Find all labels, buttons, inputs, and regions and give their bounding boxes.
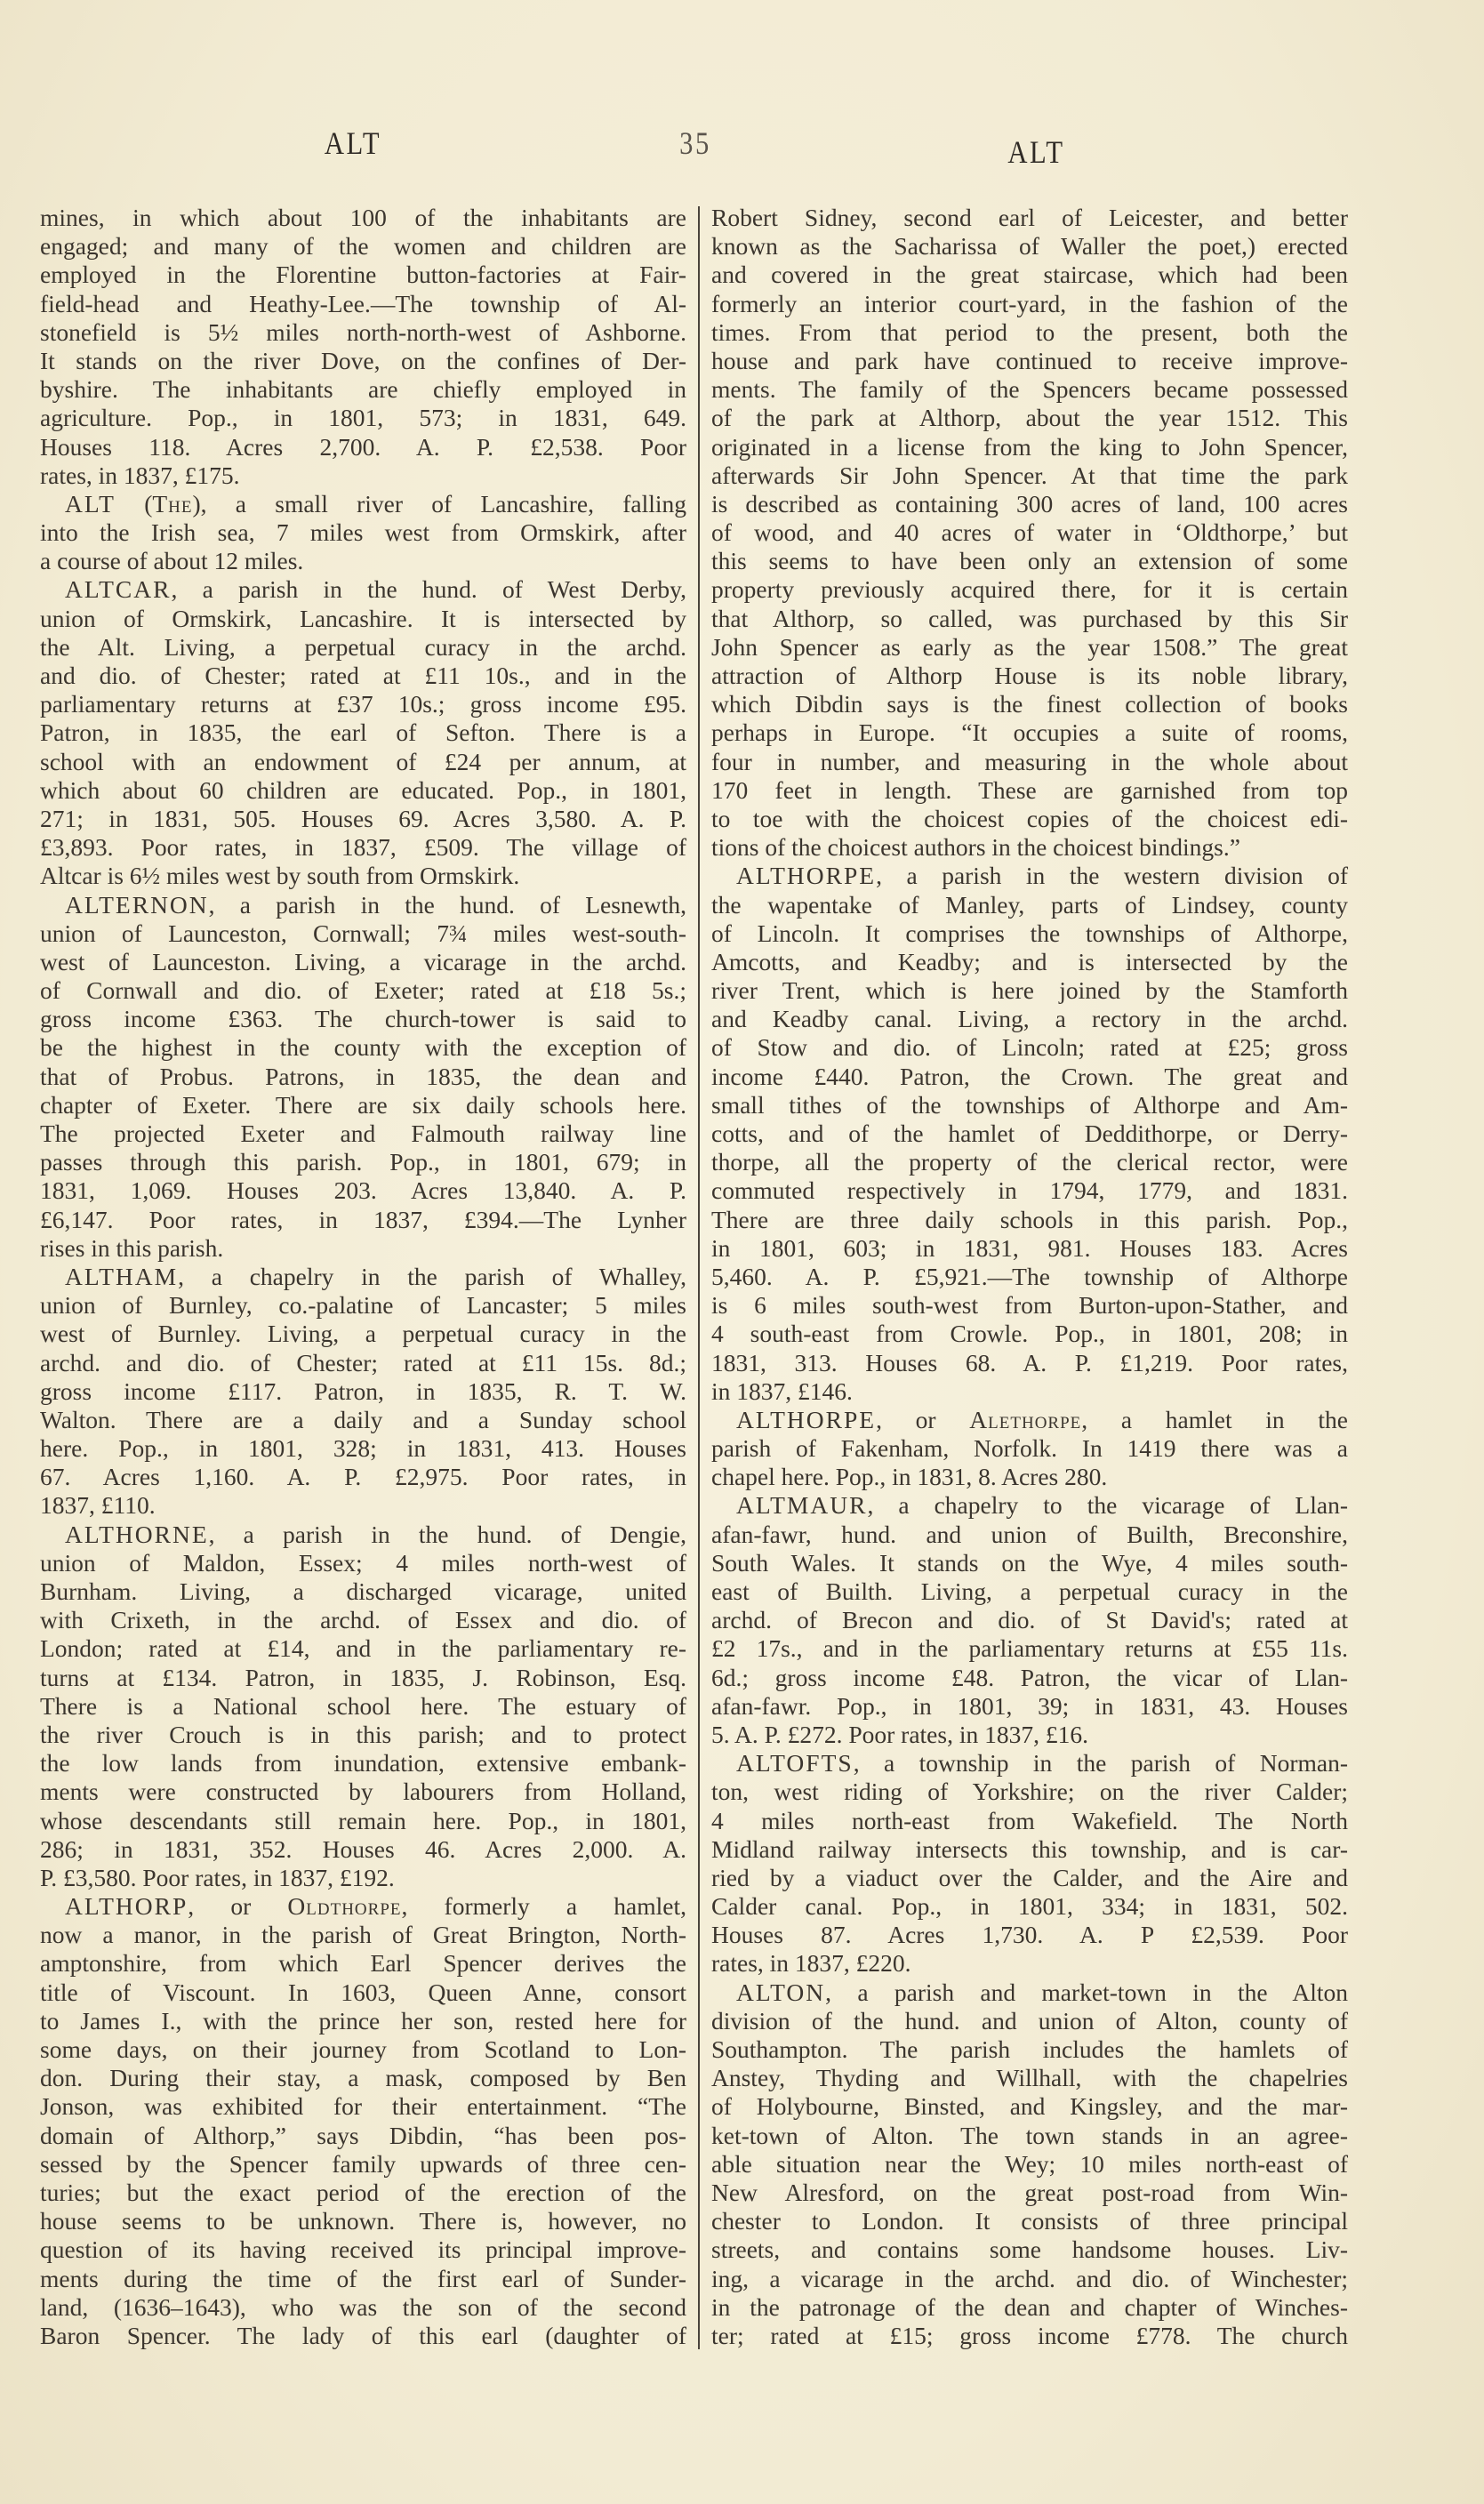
- text-line: £3,893. Poor rates, in 1837, £509. The village of: [40, 833, 686, 862]
- text-line: Jonson, was exhibited for their entertainment. “The: [40, 2092, 686, 2121]
- text-line: 170 feet in length. These are garnished from top: [711, 775, 1348, 804]
- entry-headword: ALTHORNE: [65, 1520, 209, 1548]
- text-line: and covered in the great staircase, which had been: [711, 261, 1348, 289]
- entry-text: a course of about 12 miles.: [40, 547, 304, 575]
- text-line: chapter of Exeter. There are six daily schools here.: [40, 1090, 686, 1119]
- entry-text: tions of the choicest authors in the choicest bindings.”: [711, 833, 1240, 862]
- text-line: the low lands from inundation, extensive embank-: [40, 1749, 686, 1778]
- text-line: ried by a viaduct over the Calder, and the Aire and: [711, 1863, 1348, 1891]
- entry-alt-name: The: [152, 489, 193, 518]
- text-line: [711, 1377, 1348, 1406]
- entry-text: , a township in the parish of Norman-: [853, 1749, 1348, 1778]
- text-line: the Alt. Living, a perpetual curacy in the archd.: [40, 632, 686, 661]
- text-line: field-head and Heathy-Lee.—The township of Al-: [40, 289, 686, 317]
- text-line: parliamentary returns at £37 10s.; gross income £95.: [40, 690, 686, 718]
- entry-text: rates, in 1837, £220.: [711, 1949, 911, 1978]
- text-line: times. From that period to the present, both the: [711, 317, 1348, 346]
- text-line: ket-town of Alton. The town stands in an agree-: [711, 2121, 1348, 2149]
- text-line: house seems to be unknown. There is, however, no: [40, 2207, 686, 2235]
- entry-text: (: [115, 489, 153, 518]
- entry-text: , a parish in the hund. of Dengie,: [208, 1520, 686, 1548]
- entry-headword: ALTHAM: [65, 1262, 179, 1290]
- entry-text: 1837, £110.: [40, 1491, 156, 1520]
- text-line: ments during the time of the first earl of Sunder-: [40, 2264, 686, 2292]
- text-line: [40, 1521, 686, 1549]
- text-line: stonefield is 5½ miles north-north-west of Ashborne.: [40, 317, 686, 346]
- text-line: turns at £134. Patron, in 1835, J. Robinson, Esq.: [40, 1663, 686, 1691]
- text-line: some days, on their journey from Scotland to Lon-: [40, 2035, 686, 2063]
- text-line: 271; in 1831, 505. Houses 69. Acres 3,580. A. P.: [40, 804, 686, 832]
- entry-text: rises in this parish.: [40, 1233, 224, 1262]
- text-line: to James I., with the prince her son, rested here for: [40, 2006, 686, 2034]
- text-line: 1831, 313. Houses 68. A. P. £1,219. Poor rates,: [711, 1348, 1348, 1376]
- text-line: the wapentake of Manley, parts of Lindsey, county: [711, 890, 1348, 919]
- entry-alt-name: Oldthorpe: [287, 1892, 402, 1921]
- text-line: attraction of Althorp House is its noble library,: [711, 662, 1348, 689]
- text-line: [40, 1263, 686, 1291]
- text-line: ter; rated at £15; gross income £778. The church: [711, 2321, 1348, 2349]
- text-column-left: [40, 204, 686, 2350]
- text-line: house and park have continued to receive improve-: [711, 346, 1348, 374]
- entry-text: rates, in 1837, £175.: [40, 461, 240, 489]
- text-line: It stands on the river Dove, on the confines of Der-: [40, 346, 686, 374]
- text-line: New Alresford, on the great post-road from Win-: [711, 2178, 1348, 2206]
- text-line: [40, 1491, 686, 1520]
- text-line: of the park at Althorp, about the year 1512. This: [711, 404, 1348, 432]
- text-line: of Cornwall and dio. of Exeter; rated at £18 5s.;: [40, 976, 686, 1005]
- text-line: into the Irish sea, 7 miles west from Ormskirk, after: [40, 518, 686, 547]
- entry-headword: ALT: [65, 489, 116, 518]
- text-line: here. Pop., in 1801, 328; in 1831, 413. Houses: [40, 1434, 686, 1463]
- text-line: engaged; and many of the women and children are: [40, 232, 686, 261]
- text-line: formerly an interior court-yard, in the fashion of the: [711, 289, 1348, 317]
- text-line: ton, west riding of Yorkshire; on the river Calder;: [711, 1778, 1348, 1806]
- text-line: [40, 547, 686, 575]
- text-line: [40, 862, 686, 890]
- text-line: London; rated at £14, and in the parliamentary re-: [40, 1634, 686, 1663]
- entry-headword: ALTMAUR: [736, 1491, 868, 1520]
- text-line: in the patronage of the dean and chapter of Winches-: [711, 2292, 1348, 2321]
- text-line: the river Crouch is in this parish; and to protect: [40, 1720, 686, 1748]
- entry-text: , a chapelry in the parish of Whalley,: [178, 1262, 686, 1290]
- text-line: now a manor, in the parish of Great Brington, North-: [40, 1921, 686, 1949]
- text-line: afterwards Sir John Spencer. At that time the park: [711, 461, 1348, 489]
- text-line: Burnham. Living, a discharged vicarage, united: [40, 1577, 686, 1605]
- text-line: river Trent, which is here joined by the Stamforth: [711, 976, 1348, 1005]
- text-line: [40, 1234, 686, 1263]
- text-line: division of the hund. and union of Alton, county of: [711, 2006, 1348, 2034]
- text-line: [40, 575, 686, 604]
- text-line: domain of Althorp,” says Dibdin, “has been pos-: [40, 2121, 686, 2149]
- text-line: east of Builth. Living, a perpetual curacy in the: [711, 1577, 1348, 1605]
- text-line: is 6 miles south-west from Burton-upon-Stather, and: [711, 1291, 1348, 1320]
- text-line: afan-fawr, hund. and union of Builth, Breconshire,: [711, 1520, 1348, 1548]
- text-line: this seems to have been only an extension of some: [711, 547, 1348, 575]
- text-line: [40, 1892, 686, 1921]
- entry-text: in 1837, £146.: [711, 1376, 853, 1405]
- entry-headword: ALTOFTS: [736, 1749, 854, 1778]
- text-line: 4 miles north-east from Wakefield. The North: [711, 1806, 1348, 1834]
- text-column-right: [711, 204, 1348, 2350]
- entry-text: , a parish in the hund. of Lesnewth,: [208, 890, 686, 919]
- text-line: afan-fawr. Pop., in 1801, 39; in 1831, 43. Houses: [711, 1691, 1348, 1720]
- text-line: of Stow and dio. of Lincoln; rated at £25; gross: [711, 1033, 1348, 1062]
- text-line: known as the Sacharissa of Waller the poet,) erected: [711, 232, 1348, 261]
- text-line: gross income £363. The church-tower is said to: [40, 1005, 686, 1033]
- text-line: [711, 1406, 1348, 1434]
- text-line: 286; in 1831, 352. Houses 46. Acres 2,000. A.: [40, 1834, 686, 1863]
- text-line: Robert Sidney, second earl of Leicester, and better: [711, 204, 1348, 231]
- entry-headword: ALTHORPE: [736, 862, 877, 890]
- text-line: archd. and dio. of Chester; rated at £11 15s. 8d.;: [40, 1348, 686, 1376]
- text-line: agriculture. Pop., in 1801, 573; in 1831, 649.: [40, 404, 686, 432]
- entry-headword: ALTON: [736, 1978, 826, 2006]
- text-line: which about 60 children are educated. Pop., in 1801,: [40, 775, 686, 804]
- text-line: union of Launceston, Cornwall; 7¾ miles west-south-: [40, 919, 686, 947]
- text-line: The projected Exeter and Falmouth railway line: [40, 1120, 686, 1147]
- text-line: of Lincoln. It comprises the townships of Althorpe,: [711, 919, 1348, 947]
- text-line: thorpe, all the property of the clerical rector, were: [711, 1148, 1348, 1176]
- text-line: gross income £117. Patron, in 1835, R. T. W.: [40, 1376, 686, 1405]
- text-line: [711, 1491, 1348, 1520]
- entry-text: chapel here. Pop., in 1831, 8. Acres 280.: [711, 1463, 1108, 1491]
- text-line: [711, 1949, 1348, 1978]
- text-line: ing, a vicarage in the archd. and dio. of Winchester;: [711, 2264, 1348, 2292]
- text-line: [40, 891, 686, 919]
- text-line: [40, 1864, 686, 1892]
- text-line: chester to London. It consists of three principal: [711, 2207, 1348, 2235]
- text-line: income £440. Patron, the Crown. The great and: [711, 1062, 1348, 1090]
- text-line: John Spencer as early as the year 1508.” The great: [711, 632, 1348, 661]
- text-line: be the highest in the county with the exception of: [40, 1033, 686, 1062]
- text-line: [40, 490, 686, 518]
- text-line: £2 17s., and in the parliamentary returns at £55 11s.: [711, 1634, 1348, 1663]
- text-line: west of Launceston. Living, a vicarage in the archd.: [40, 947, 686, 975]
- text-line: byshire. The inhabitants are chiefly employed in: [40, 375, 686, 404]
- entry-text: 5. A. P. £272. Poor rates, in 1837, £16.: [711, 1720, 1088, 1748]
- text-line: ments were constructed by labourers from Holland,: [40, 1778, 686, 1806]
- text-line: and dio. of Chester; rated at £11 10s., and in the: [40, 662, 686, 689]
- text-line: streets, and contains some handsome houses. Liv-: [711, 2235, 1348, 2264]
- entry-headword: ALTHORPE: [736, 1405, 877, 1433]
- text-line: four in number, and measuring in the whole about: [711, 747, 1348, 775]
- text-line: union of Ormskirk, Lancashire. It is intersected by: [40, 604, 686, 632]
- text-line: 5,460. A. P. £5,921.—The township of Althorpe: [711, 1262, 1348, 1290]
- text-line: is described as containing 300 acres of land, 100 acres: [711, 489, 1348, 518]
- text-line: to toe with the choicest copies of the choicest edi-: [711, 804, 1348, 832]
- text-line: [711, 1463, 1348, 1491]
- column-divider: [698, 206, 700, 2349]
- text-line: don. During their stay, a mask, composed by Ben: [40, 2064, 686, 2092]
- text-line: union of Maldon, Essex; 4 miles north-west of: [40, 1548, 686, 1577]
- text-line: [711, 862, 1348, 890]
- entry-headword: ALTHORP: [65, 1892, 189, 1921]
- text-line: Calder canal. Pop., in 1801, 334; in 1831, 502.: [711, 1892, 1348, 1921]
- text-line: [711, 833, 1348, 862]
- text-line: sessed by the Spencer family upwards of three cen-: [40, 2149, 686, 2178]
- entry-headword: ALTCAR: [65, 575, 172, 604]
- text-line: with Crixeth, in the archd. of Essex and dio. of: [40, 1606, 686, 1634]
- text-line: [711, 1978, 1348, 2007]
- running-head-left: ALT: [324, 125, 382, 161]
- text-line: whose descendants still remain here. Pop., in 1801,: [40, 1806, 686, 1834]
- text-line: [711, 1749, 1348, 1778]
- text-line: 1831, 1,069. Houses 203. Acres 13,840. A. P.: [40, 1176, 686, 1205]
- page-number: 35: [679, 125, 711, 161]
- entry-headword: ALTERNON: [65, 890, 209, 919]
- text-line: union of Burnley, co.-palatine of Lancaster; 5 miles: [40, 1291, 686, 1320]
- text-line: Anstey, Thyding and Willhall, with the chapelries: [711, 2064, 1348, 2092]
- text-line: which Dibdin says is the finest collection of books: [711, 690, 1348, 718]
- text-line: question of its having received its principal improve-: [40, 2235, 686, 2264]
- entry-text: ), a small river of Lancashire, falling: [192, 489, 686, 518]
- text-line: that of Probus. Patrons, in 1835, the dean and: [40, 1062, 686, 1090]
- entry-text: P. £3,580. Poor rates, in 1837, £192.: [40, 1863, 395, 1891]
- text-line: Houses 118. Acres 2,700. A. P. £2,538. Poor: [40, 432, 686, 461]
- text-line: 4 south-east from Crowle. Pop., in 1801, 208; in: [711, 1320, 1348, 1348]
- entry-text: , a parish and market-town in the Alton: [825, 1978, 1348, 2006]
- text-line: turies; but the exact period of the erection of the: [40, 2178, 686, 2206]
- text-line: There are three daily schools in this parish. Pop.,: [711, 1205, 1348, 1233]
- text-line: able situation near the Wey; 10 miles north-east of: [711, 2149, 1348, 2178]
- text-line: amptonshire, from which Earl Spencer derives the: [40, 1949, 686, 1978]
- text-line: small tithes of the townships of Althorpe and Am-: [711, 1090, 1348, 1119]
- entry-text: Altcar is 6½ miles west by south from Ormskirk.: [40, 862, 520, 890]
- text-line: Baron Spencer. The lady of this earl (daughter of: [40, 2321, 686, 2349]
- text-line: title of Viscount. In 1603, Queen Anne, consort: [40, 1978, 686, 2006]
- entry-text: , a hamlet in the: [1081, 1405, 1348, 1433]
- text-line: originated in a license from the king to John Spencer,: [711, 432, 1348, 461]
- text-line: South Wales. It stands on the Wye, 4 miles south-: [711, 1548, 1348, 1577]
- text-line: 67. Acres 1,160. A. P. £2,975. Poor rates, in: [40, 1463, 686, 1491]
- text-line: in 1801, 603; in 1831, 981. Houses 183. Acres: [711, 1233, 1348, 1262]
- text-line: of Holybourne, Binsted, and Kingsley, and the mar-: [711, 2092, 1348, 2121]
- text-line: and Keadby canal. Living, a rectory in the archd.: [711, 1005, 1348, 1033]
- text-line: cotts, and of the hamlet of Deddithorpe, or Derry-: [711, 1120, 1348, 1147]
- text-line: employed in the Florentine button-factories at Fair-: [40, 261, 686, 289]
- entry-text: , a chapelry to the vicarage of Llan-: [867, 1491, 1348, 1520]
- text-line: There is a National school here. The estuary of: [40, 1691, 686, 1720]
- text-line: £6,147. Poor rates, in 1837, £394.—The Lynher: [40, 1205, 686, 1233]
- text-line: that Althorp, so called, was purchased by this Sir: [711, 604, 1348, 632]
- text-line: 6d.; gross income £48. Patron, the vicar of Llan-: [711, 1663, 1348, 1691]
- text-line: land, (1636–1643), who was the son of the second: [40, 2292, 686, 2321]
- entry-text: , or: [876, 1405, 970, 1433]
- text-line: archd. of Brecon and dio. of St David's; rated at: [711, 1606, 1348, 1634]
- text-line: mines, in which about 100 of the inhabitants are: [40, 204, 686, 231]
- text-line: school with an endowment of £24 per annum, at: [40, 747, 686, 775]
- text-line: Houses 87. Acres 1,730. A. P £2,539. Poor: [711, 1921, 1348, 1949]
- text-line: [40, 461, 686, 490]
- text-line: property previously acquired there, for it is certain: [711, 575, 1348, 604]
- entry-alt-name: Alethorpe: [969, 1405, 1082, 1433]
- text-line: Southampton. The parish includes the hamlets of: [711, 2035, 1348, 2063]
- entry-text: , a parish in the western division of: [876, 862, 1348, 890]
- text-line: parish of Fakenham, Norfolk. In 1419 there was a: [711, 1434, 1348, 1463]
- entry-text: , formerly a hamlet,: [401, 1892, 686, 1921]
- text-line: Patron, in 1835, the earl of Sefton. There is a: [40, 718, 686, 747]
- text-line: west of Burnley. Living, a perpetual curacy in the: [40, 1320, 686, 1348]
- text-line: [711, 1721, 1348, 1749]
- running-head-right: ALT: [1007, 134, 1065, 170]
- entry-text: , or: [188, 1892, 288, 1921]
- text-line: passes through this parish. Pop., in 1801, 679; in: [40, 1148, 686, 1176]
- text-line: ments. The family of the Spencers became possessed: [711, 375, 1348, 404]
- entry-text: , a parish in the hund. of West Derby,: [171, 575, 686, 604]
- text-line: Amcotts, and Keadby; and is intersected by the: [711, 947, 1348, 975]
- text-line: Walton. There are a daily and a Sunday school: [40, 1405, 686, 1433]
- text-line: perhaps in Europe. “It occupies a suite of rooms,: [711, 718, 1348, 747]
- text-line: of wood, and 40 acres of water in ‘Oldthorpe,’ but: [711, 518, 1348, 547]
- text-line: Midland railway intersects this township, and is car-: [711, 1834, 1348, 1863]
- text-line: commuted respectively in 1794, 1779, and 1831.: [711, 1176, 1348, 1205]
